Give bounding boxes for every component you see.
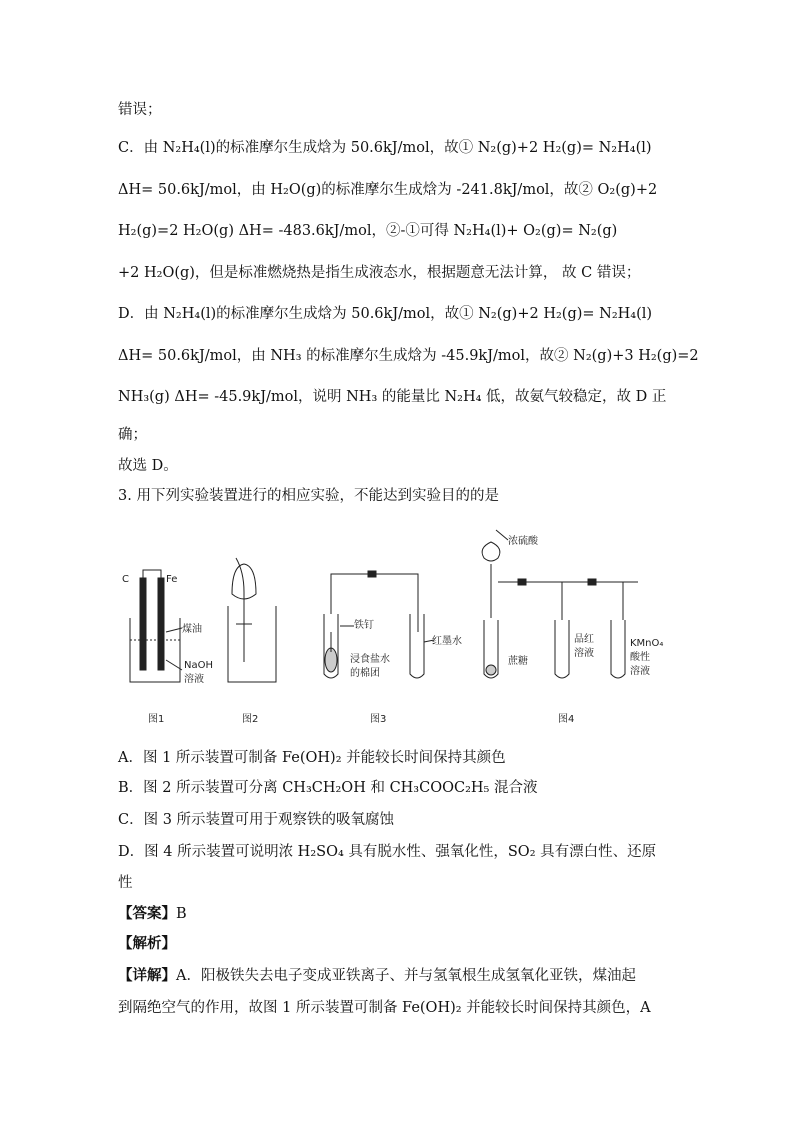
text-line: 错误； (118, 102, 162, 118)
label-solution-2: 溶液 (630, 666, 650, 677)
text-line: ΔH= 50.6kJ/mol，由 H₂O(g)的标准摩尔生成焓为 -241.8kJ/mol，故② O₂(g)+2 (118, 182, 658, 198)
figure-1-apparatus (130, 570, 182, 682)
text-line: ΔH= 50.6kJ/mol，由 NH₃ 的标准摩尔生成焓为 -45.9kJ/mol，故② N₂(g)+3 H₂(g)=2 (118, 348, 699, 364)
detail-tag: 【详解】 (118, 967, 176, 984)
label-sucrose: 蔗糖 (508, 656, 528, 667)
answer-tag: 【答案】 (118, 905, 176, 922)
label-kmno4: KMnO₄ (630, 638, 664, 649)
experiment-figures (118, 522, 678, 732)
option-a: A．图 1 所示装置可制备 Fe(OH)₂ 并能较长时间保持其颜色 (118, 750, 506, 766)
label-salt-cotton-2: 的棉团 (350, 668, 380, 679)
label-salt-cotton-1: 浸食盐水 (350, 654, 390, 665)
detail-line (118, 966, 636, 986)
text-line: NH₃(g) ΔH= -45.9kJ/mol，说明 NH₃ 的能量比 N₂H₄ 低，故氨气较稳定，故 D 正 (118, 389, 667, 405)
text-line: H₂(g)=2 H₂O(g) ΔH= -483.6kJ/mol，②-①可得 N₂H₄(l)+ O₂(g)= N₂(g) (118, 223, 618, 239)
text-line: D．由 N₂H₄(l)的标准摩尔生成焓为 50.6kJ/mol，故① N₂(g)+2 H₂(g)= N₂H₄(l) (118, 306, 653, 322)
label-kerosene: 煤油 (182, 624, 202, 635)
label-conc-acid: 浓硫酸 (508, 536, 538, 547)
text-line: 故选 D。 (118, 458, 178, 474)
label-solution: 溶液 (184, 674, 204, 685)
detail-text: A．阳极铁失去电子变成亚铁离子、并与氢氧根生成氢氧化亚铁，煤油起 (176, 968, 636, 984)
caption-fig1: 图1 (148, 714, 165, 725)
caption-fig4: 图4 (558, 714, 575, 725)
text-line: C．由 N₂H₄(l)的标准摩尔生成焓为 50.6kJ/mol，故① N₂(g)+2 H₂(g)= N₂H₄(l) (118, 140, 652, 156)
label-fe: Fe (166, 574, 178, 585)
figure-2-apparatus (228, 558, 276, 682)
text-line: +2 H₂O(g)，但是标准燃烧热是指生成液态水，根据题意无法计算， 故 C 错误； (118, 265, 641, 281)
detail-line-2: 到隔绝空气的作用，故图 1 所示装置可制备 Fe(OH)₂ 并能较长时间保持其颜色，A (118, 1000, 651, 1016)
option-d: D．图 4 所示装置可说明浓 H₂SO₄ 具有脱水性、强氧化性，SO₂ 具有漂白性、还原 (118, 844, 657, 860)
label-acidic: 酸性 (630, 652, 650, 663)
label-naoh: NaOH (184, 660, 213, 671)
label-c: C (122, 574, 129, 585)
figure-4-apparatus (482, 530, 638, 678)
answer-value: B (176, 906, 187, 922)
option-b: B．图 2 所示装置可分离 CH₃CH₂OH 和 CH₃COOC₂H₅ 混合液 (118, 780, 538, 796)
caption-fig3: 图3 (370, 714, 387, 725)
option-d-cont: 性 (118, 875, 133, 891)
answer-line (118, 904, 187, 924)
option-c: C．图 3 所示装置可用于观察铁的吸氧腐蚀 (118, 812, 395, 828)
text-line: 确； (118, 427, 147, 443)
question-3: 3. 用下列实验装置进行的相应实验，不能达到实验目的的是 (118, 488, 499, 504)
analysis-tag: 【解析】 (118, 935, 176, 952)
label-fuchsin-2: 溶液 (574, 648, 594, 659)
label-fuchsin-1: 品红 (574, 634, 594, 645)
caption-fig2: 图2 (242, 714, 259, 725)
label-red-ink: 红墨水 (432, 636, 462, 647)
label-nail: 铁钉 (354, 620, 374, 631)
